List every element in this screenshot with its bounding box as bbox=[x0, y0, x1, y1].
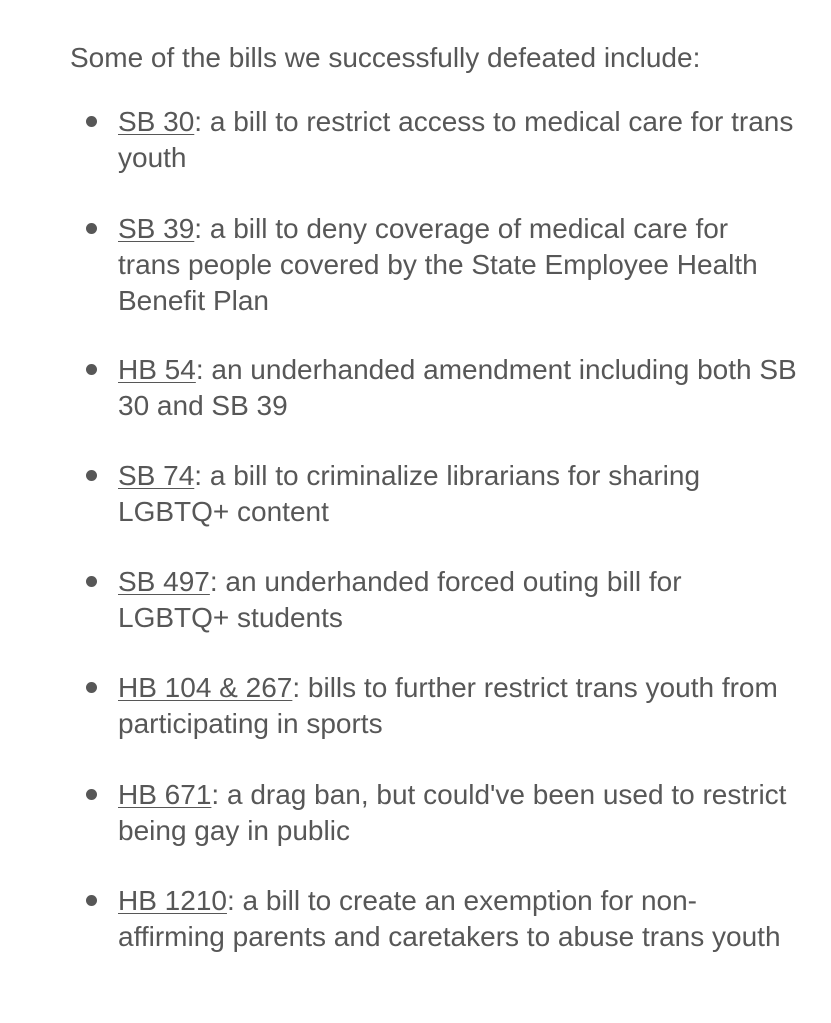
bullet-icon bbox=[86, 470, 97, 481]
list-item bbox=[118, 564, 798, 636]
list-item bbox=[118, 104, 798, 176]
bullet-icon bbox=[86, 576, 97, 587]
bill-link-hb-104-267[interactable]: HB 104 & 267 bbox=[118, 672, 293, 703]
bullet-icon bbox=[86, 789, 97, 800]
list-item bbox=[118, 211, 798, 319]
bill-description: : a bill to restrict access to medical care for trans youth bbox=[118, 106, 794, 173]
bullet-icon bbox=[86, 895, 97, 906]
bullet-icon bbox=[86, 116, 97, 127]
bullet-icon bbox=[86, 682, 97, 693]
bill-description: : a bill to criminalize librarians for sharing LGBTQ+ content bbox=[118, 460, 701, 527]
bill-link-hb-54[interactable]: HB 54 bbox=[118, 354, 196, 385]
list-item bbox=[118, 777, 798, 849]
bill-link-sb-39[interactable]: SB 39 bbox=[118, 213, 195, 244]
bill-link-sb-74[interactable]: SB 74 bbox=[118, 460, 195, 491]
bill-description: : bills to further restrict trans youth from participating in sports bbox=[118, 672, 778, 739]
list-item bbox=[118, 458, 798, 530]
bullet-icon bbox=[86, 223, 97, 234]
bill-description: : an underhanded forced outing bill for LGBTQ+ students bbox=[118, 566, 682, 633]
bill-link-sb-30[interactable]: SB 30 bbox=[118, 106, 195, 137]
list-item bbox=[118, 352, 798, 424]
intro-text: Some of the bills we successfully defeated include: bbox=[70, 42, 701, 73]
bill-description: : a drag ban, but could've been used to restrict being gay in public bbox=[118, 779, 787, 846]
list-item bbox=[118, 883, 798, 955]
bill-description: : a bill to create an exemption for non-affirming parents and caretakers to abuse trans youth bbox=[118, 885, 781, 952]
bill-link-hb-1210[interactable]: HB 1210 bbox=[118, 885, 227, 916]
bill-description: : an underhanded amendment including both SB 30 and SB 39 bbox=[118, 354, 797, 421]
list-item bbox=[118, 670, 798, 742]
bill-description: : a bill to deny coverage of medical care for trans people covered by the State Employee Health Benefit Plan bbox=[118, 213, 758, 316]
bill-link-sb-497[interactable]: SB 497 bbox=[118, 566, 210, 597]
bill-link-hb-671[interactable]: HB 671 bbox=[118, 779, 212, 810]
bullet-icon bbox=[86, 364, 97, 375]
